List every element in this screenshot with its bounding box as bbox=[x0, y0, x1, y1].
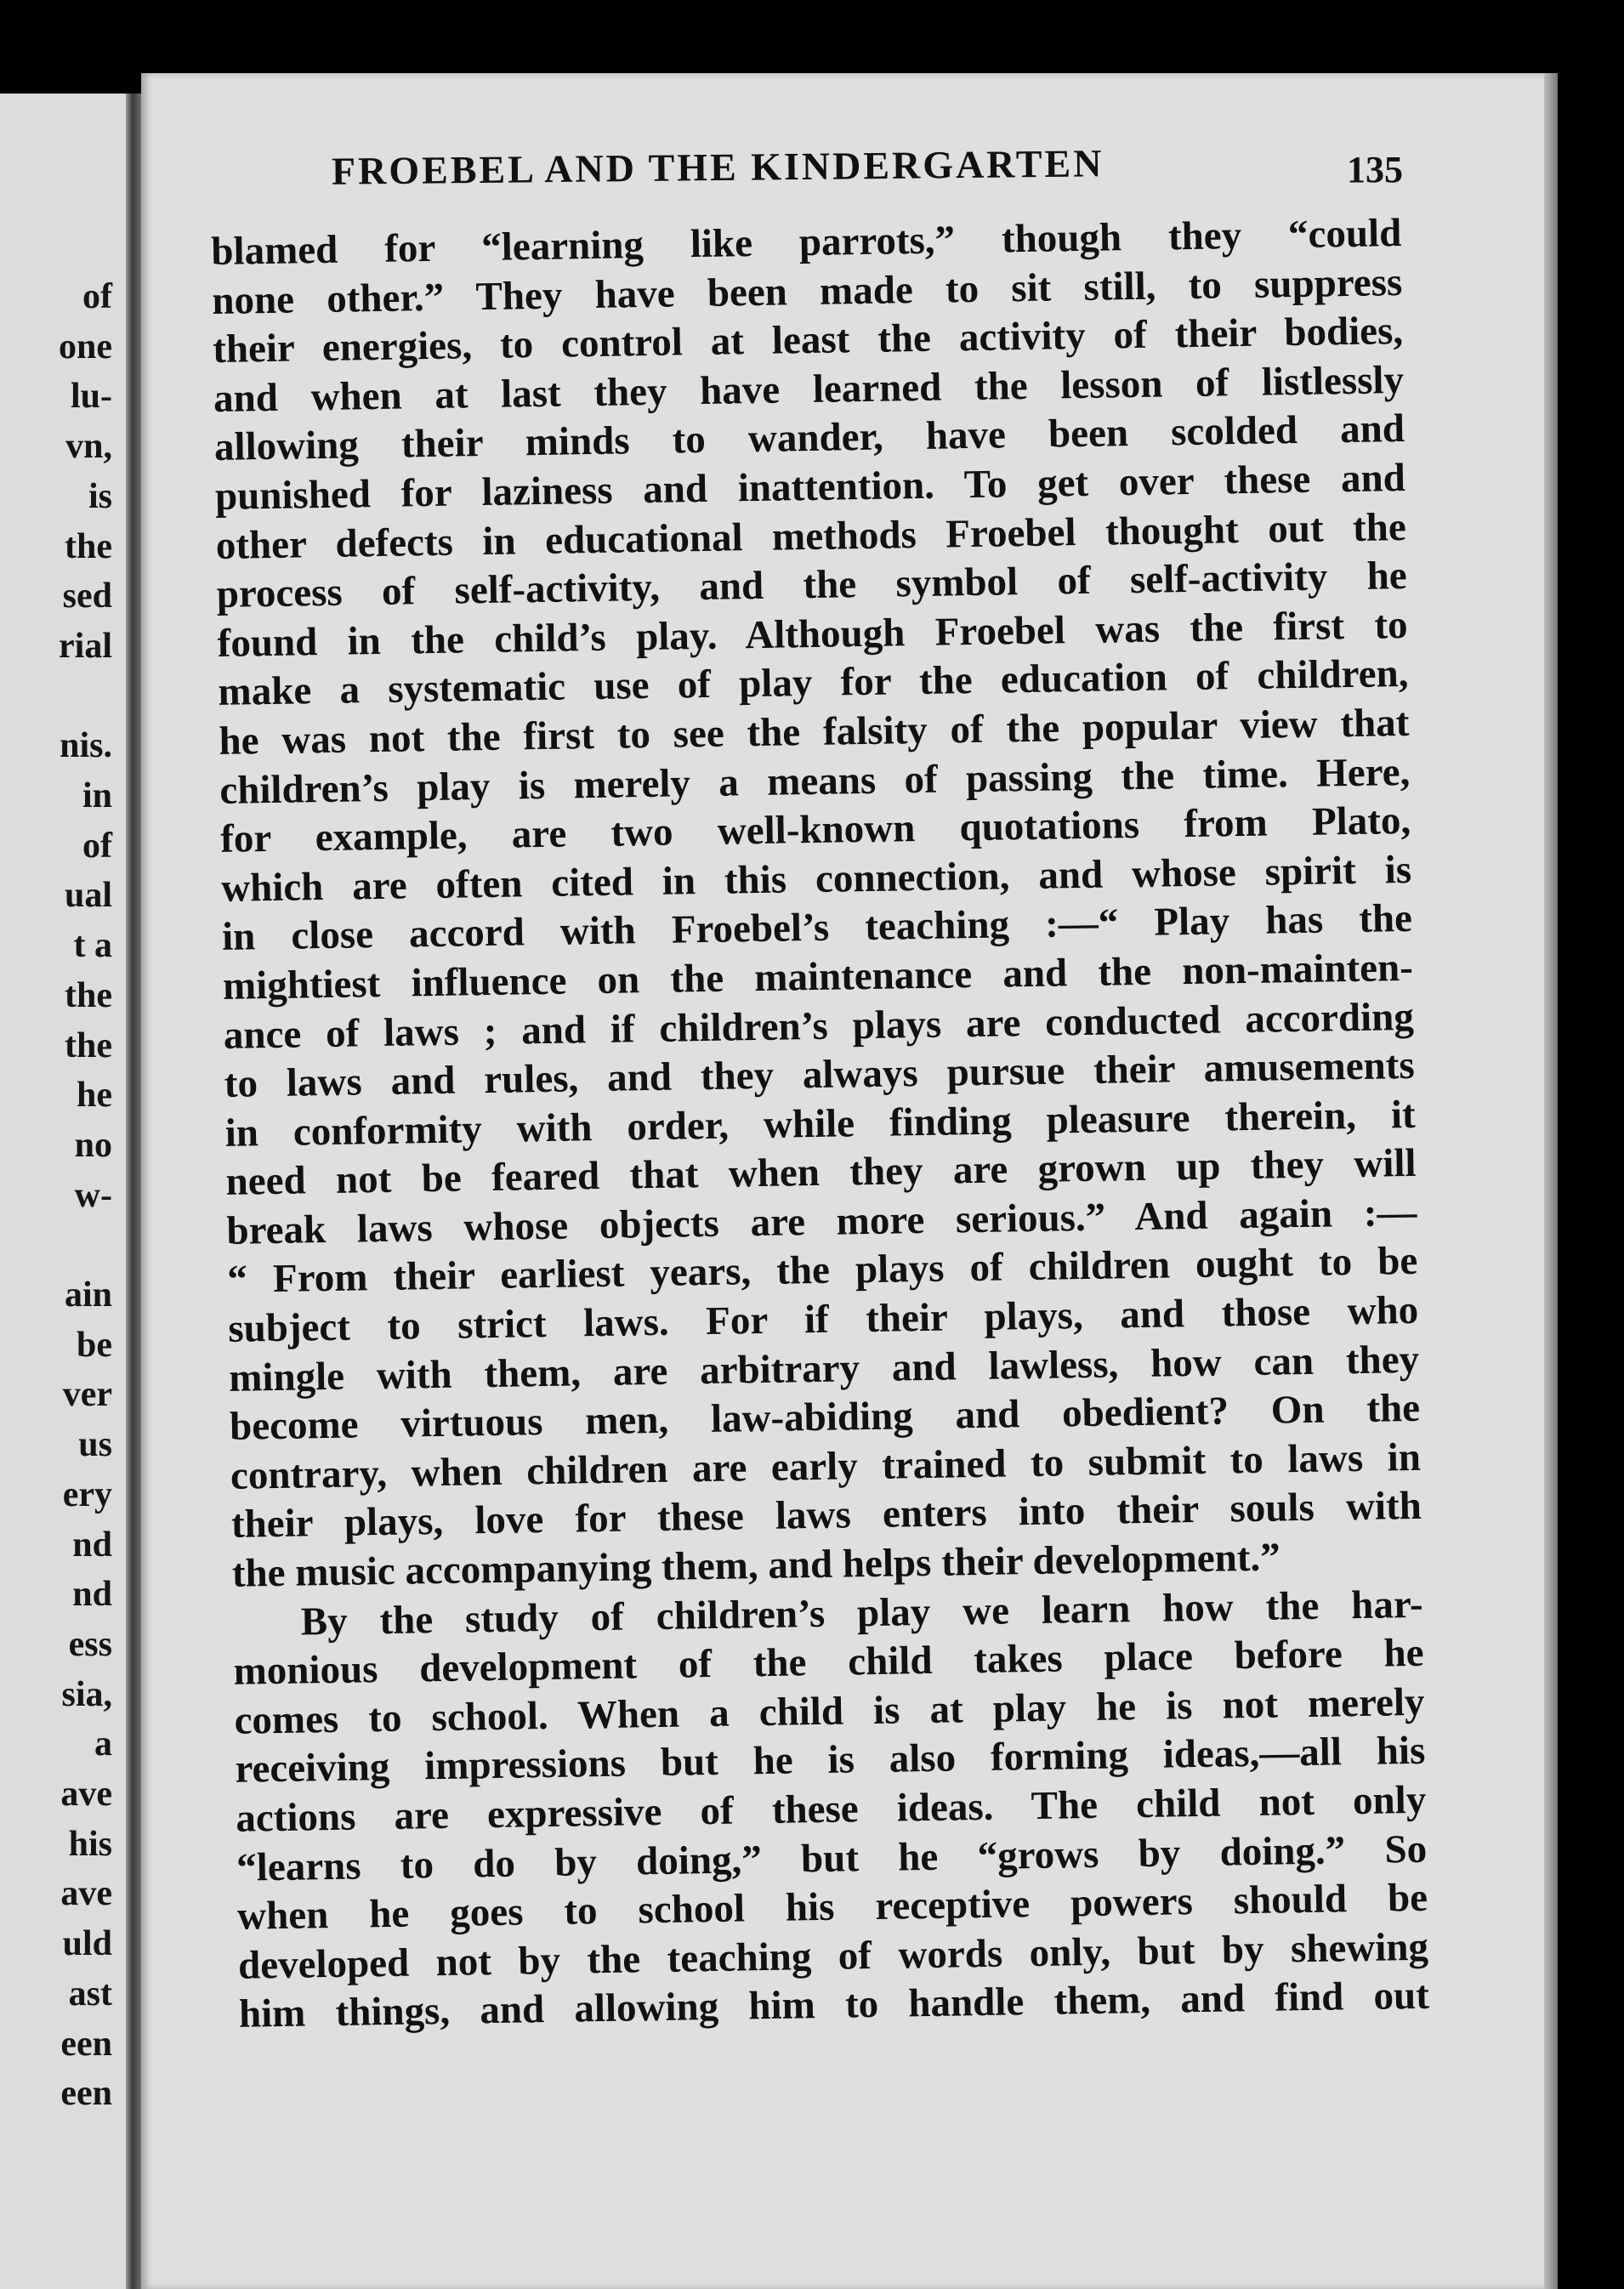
facing-page-fragment: ver bbox=[62, 1375, 112, 1415]
facing-page-fragment: lu- bbox=[70, 377, 112, 417]
facing-page-edge bbox=[0, 94, 126, 2289]
text-line: mingle with them, are arbitrary and lawless, how can they bbox=[228, 1337, 1420, 1400]
facing-page-fragment: nd bbox=[72, 1575, 112, 1615]
facing-page-fragment: is bbox=[88, 476, 112, 516]
text-line: developed not by the teaching of words only, but by shewing bbox=[237, 1924, 1429, 1988]
text-line: ance of laws ; and if children’s plays are conducted according bbox=[223, 994, 1415, 1058]
text-line: actions are expressive of these ideas. The child not only bbox=[235, 1777, 1427, 1841]
facing-page-fragment: een bbox=[60, 2074, 112, 2114]
text-line: comes to school. When a child is at play he is not merely bbox=[234, 1679, 1425, 1743]
facing-page-fragment: rial bbox=[59, 626, 112, 666]
text-line: their plays, love for these laws enters into their souls with bbox=[230, 1484, 1422, 1548]
text-line: monious development of the child takes place before he bbox=[233, 1631, 1424, 1695]
text-line: other defects in educational methods Froebel thought out the bbox=[215, 504, 1407, 568]
text-line: and when at last they have learned the lesson of listlessly bbox=[213, 357, 1405, 421]
facing-page-fragment: w- bbox=[74, 1175, 112, 1215]
facing-page-fragment: ain bbox=[64, 1275, 112, 1315]
text-line: to laws and rules, and they always pursue their amusements bbox=[224, 1042, 1416, 1106]
facing-page-fragment: a bbox=[94, 1724, 112, 1764]
text-line: for example, are two well-known quotations from Plato, bbox=[219, 798, 1411, 862]
text-line: “ From their earliest years, the plays of children ought to be bbox=[227, 1239, 1418, 1303]
facing-page-fragment: nis. bbox=[60, 726, 112, 766]
text-line: receiving impressions but he is also forming ideas,—all his bbox=[235, 1729, 1426, 1792]
facing-page-fragment: ast bbox=[68, 1974, 112, 2014]
facing-page-fragment: ave bbox=[60, 1775, 112, 1814]
text-line: become virtuous men, law-abiding and obedient? On the bbox=[229, 1386, 1421, 1450]
page-edge-shadow bbox=[1544, 73, 1558, 2289]
text-line: their energies, to control at least the activity of their bodies, bbox=[212, 309, 1404, 372]
facing-page-fragment: sia, bbox=[61, 1674, 112, 1714]
facing-page-fragment: sed bbox=[62, 577, 112, 616]
facing-page-fragment: ual bbox=[64, 876, 112, 916]
facing-page-fragment: be bbox=[77, 1325, 112, 1365]
text-line: when he goes to school his receptive powers should be bbox=[236, 1875, 1428, 1939]
text-line: in conformity with order, while finding pleasure therein, it bbox=[224, 1092, 1416, 1156]
facing-page-fragment: the bbox=[65, 975, 112, 1015]
text-line: By the study of children’s play we learn how the har- bbox=[300, 1582, 1424, 1644]
facing-page-fragment: vn, bbox=[65, 427, 112, 467]
text-line: him things, and allowing him to handle them, and find out bbox=[238, 1974, 1430, 2037]
text-line: allowing their minds to wander, have been scolded and bbox=[213, 406, 1405, 470]
facing-page-fragment: of bbox=[82, 826, 112, 866]
facing-page-fragment: nd bbox=[72, 1525, 112, 1565]
text-line: the music accompanying them, and helps their development.” bbox=[231, 1535, 1281, 1596]
facing-page-fragment: ery bbox=[62, 1474, 112, 1514]
text-line: he was not the first to see the falsity of the popular view that bbox=[219, 700, 1410, 764]
text-line: in close accord with Froebel’s teaching :—“ Play has the bbox=[221, 896, 1413, 960]
facing-page-fragment: his bbox=[68, 1824, 112, 1864]
text-line: subject to strict laws. For if their plays, and those who bbox=[227, 1287, 1419, 1351]
facing-page-fragment: t a bbox=[73, 926, 112, 966]
text-line: make a systematic use of play for the education of children, bbox=[218, 651, 1409, 715]
facing-page-fragment: uld bbox=[62, 1924, 112, 1964]
facing-page-fragment: ess bbox=[68, 1624, 112, 1664]
facing-page-fragment: in bbox=[82, 776, 112, 815]
book-gutter bbox=[126, 94, 141, 2289]
text-line: mightiest influence on the maintenance and the non-mainten- bbox=[222, 945, 1414, 1008]
text-line: need not be feared that when they are grown up they will bbox=[225, 1141, 1417, 1205]
text-line: found in the child’s play. Although Froebel was the first to bbox=[217, 602, 1408, 666]
text-line: contrary, when children are early trained to submit to laws in bbox=[230, 1434, 1422, 1498]
facing-page-fragment: us bbox=[78, 1425, 112, 1465]
text-line: process of self-activity, and the symbol of self-activity he bbox=[216, 554, 1408, 617]
text-line: “learns to do by doing,” but he “grows by doing.” So bbox=[236, 1826, 1428, 1890]
text-line: break laws whose objects are more serious.” And again :— bbox=[226, 1190, 1417, 1253]
text-line: children’s play is merely a means of passing the time. Here, bbox=[219, 749, 1411, 813]
body-text bbox=[211, 209, 1429, 2040]
facing-page-fragment: the bbox=[65, 1025, 112, 1065]
facing-page-fragment: he bbox=[77, 1076, 112, 1116]
facing-page-fragment: een bbox=[60, 2024, 112, 2064]
text-line: which are often cited in this connection, and whose spirit is bbox=[220, 847, 1412, 911]
facing-page-fragment: ave bbox=[60, 1874, 112, 1914]
page-number: 135 bbox=[1347, 149, 1403, 190]
text-line: none other.” They have been made to sit still, to suppress bbox=[211, 259, 1403, 323]
facing-page-fragment: no bbox=[74, 1125, 112, 1165]
running-title: FROEBEL AND THE KINDERGARTEN bbox=[331, 141, 1104, 193]
facing-page-fragment: of bbox=[82, 277, 112, 316]
facing-page-fragment: the bbox=[65, 526, 112, 566]
page-header bbox=[196, 141, 1403, 204]
facing-page-fragment: one bbox=[59, 327, 112, 366]
text-line: blamed for “learning like parrots,” though they “could bbox=[211, 211, 1402, 274]
text-line: punished for laziness and inattention. To get over these and bbox=[214, 455, 1406, 519]
